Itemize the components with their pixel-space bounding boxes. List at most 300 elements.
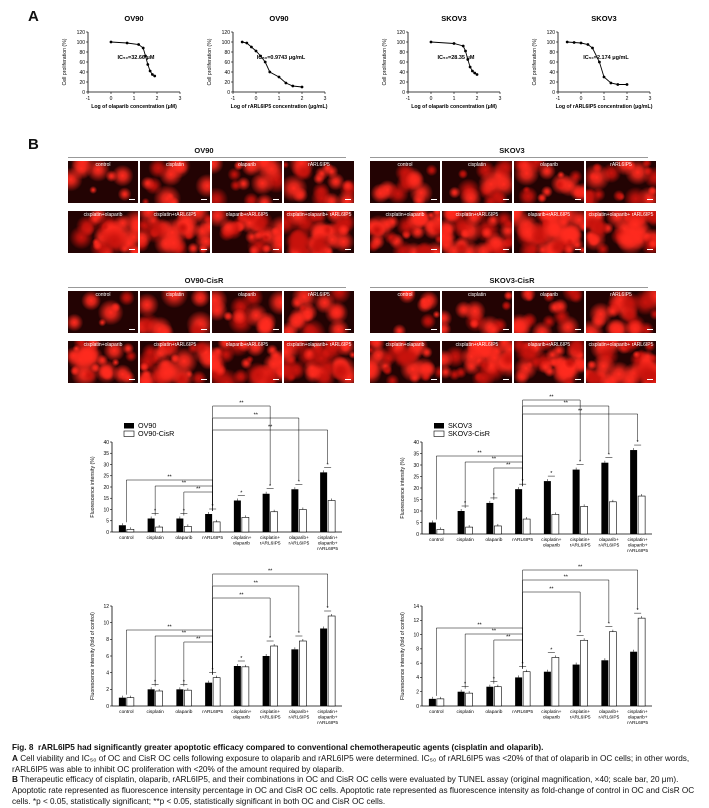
scale-bar [647, 199, 653, 201]
sig-mark-double: ** [239, 400, 244, 407]
y-tick-label: 40 [79, 69, 85, 76]
data-point [469, 66, 472, 69]
bar-series-2 [466, 527, 473, 534]
scale-bar [273, 249, 279, 251]
bar-series-1 [601, 660, 608, 706]
sig-mark-single: * [464, 501, 467, 507]
legend-label-2: OV90-CisR [138, 429, 175, 438]
x-tick-label: olaparib+ [288, 536, 309, 541]
micrograph-label: cisplatin [165, 292, 185, 298]
x-tick-label: 0 [109, 96, 113, 102]
bar-series-1 [573, 470, 580, 534]
micrograph-tile [212, 161, 282, 203]
data-point [137, 43, 140, 46]
y-tick-label: 20 [224, 79, 230, 86]
micrograph-label: cisplatin [165, 162, 185, 168]
x-tick-label: olaparib+ [317, 541, 338, 547]
bar-series-1 [234, 666, 241, 706]
sig-mark-double: ** [253, 412, 258, 419]
bar-series-2 [523, 519, 530, 534]
y-tick-label: 2 [416, 689, 419, 696]
y-tick-label: 4 [106, 670, 109, 677]
sig-mark-double: ** [196, 486, 201, 493]
x-tick-label: cisplatin+ [627, 538, 648, 543]
y-tick-label: 35 [103, 451, 109, 458]
data-point [587, 43, 590, 46]
y-tick-label: 8 [416, 646, 419, 653]
micrograph-tile [140, 341, 210, 383]
sig-mark-single: * [211, 504, 214, 510]
micrograph-label: cisplatin [467, 162, 487, 168]
micrograph-tile [370, 341, 440, 383]
y-tick-label: 120 [546, 29, 555, 36]
data-point [142, 47, 145, 50]
figure-caption [12, 743, 697, 808]
sig-mark-single: * [154, 679, 157, 686]
x-tick-label: rARL6IP5 [259, 541, 281, 547]
y-tick-label: 100 [546, 39, 555, 46]
micrograph-tile [284, 341, 354, 383]
bar-series-2 [494, 526, 501, 534]
x-tick-label: olaparib+ [288, 710, 309, 715]
scale-bar [647, 249, 653, 251]
bar-chart-skov3-fold [370, 564, 670, 734]
y-tick-label: 40 [224, 69, 230, 76]
legend-label-1: OV90 [138, 421, 157, 430]
data-point [473, 72, 476, 75]
scale-bar [503, 379, 509, 381]
legend-swatch-1 [434, 423, 444, 429]
dose-title: OV90 [269, 14, 289, 23]
bar-series-1 [515, 677, 522, 706]
y-tick-label: 0 [416, 531, 419, 538]
micrograph-label: cisplatin+olaparib+ rARL6IP5 [588, 342, 654, 348]
comparison-bracket [494, 640, 523, 684]
sig-mark-single: * [269, 636, 272, 642]
x-tick-label: rARL6IP5 [317, 547, 339, 552]
micrograph-tile [140, 211, 210, 253]
bar-series-1 [148, 689, 155, 706]
sig-mark-double: ** [563, 574, 568, 581]
scale-bar [129, 199, 135, 201]
micrograph-tile [586, 161, 656, 203]
dose-title: SKOV3 [441, 14, 467, 23]
y-tick-label: 0 [227, 89, 230, 96]
y-tick-label: 12 [103, 603, 109, 610]
y-tick-label: 14 [413, 603, 419, 610]
micro-row-ov90-cisr-top [68, 291, 354, 333]
x-tick-label: 0 [429, 96, 433, 102]
y-tick-label: 25 [413, 474, 419, 481]
data-point [430, 41, 433, 44]
y-tick-label: 100 [76, 39, 85, 46]
micrograph-label: cisplatin+olaparib [83, 342, 123, 348]
x-tick-label: cisplatin [456, 538, 474, 543]
bar-series-2 [328, 501, 335, 533]
x-tick-label: -1 [85, 96, 91, 102]
sig-mark-single: * [607, 621, 610, 628]
scale-bar [647, 329, 653, 331]
micro-title-skov3-cisr: SKOV3-CisR [489, 276, 535, 285]
micro-row-skov3-cisr-top [370, 291, 656, 333]
dose-chart-skov3-olaparib [378, 12, 508, 124]
y-tick-label: 10 [413, 632, 419, 639]
x-tick-label: olaparib+ [598, 538, 619, 543]
bar-series-1 [429, 699, 436, 706]
bar-series-2 [581, 640, 588, 706]
x-tick-label: cisplatin [456, 710, 474, 715]
y-axis-label: Cell proliferation (%) [532, 38, 538, 86]
micrograph-label: cisplatin+rARL6IP5 [153, 342, 197, 348]
panel-a-label: A [28, 8, 39, 25]
micrograph-tile [68, 161, 138, 203]
data-point [153, 75, 156, 78]
x-tick-label: 0 [254, 96, 258, 102]
y-tick-label: 5 [416, 520, 419, 527]
y-axis-label: Cell proliferation (%) [62, 38, 68, 86]
x-tick-label: olaparib+ [317, 715, 338, 721]
data-point [278, 76, 281, 79]
micrograph-label: control [95, 292, 111, 298]
data-point [580, 42, 583, 45]
bar-series-2 [437, 529, 444, 534]
y-axis-label: Fluorescence intensity (fold of control) [400, 612, 406, 700]
dose-chart-skov3-rarl6ip5 [528, 12, 658, 124]
y-tick-label: 80 [79, 49, 85, 56]
bar-series-2 [609, 632, 616, 706]
caption-fig: Fig. 8 [12, 743, 34, 752]
sig-mark-double: ** [506, 634, 511, 641]
sig-mark-double: ** [253, 580, 258, 587]
comparison-bracket [523, 580, 609, 669]
y-tick-label: 0 [106, 529, 109, 536]
y-tick-label: 100 [221, 39, 230, 46]
micrograph-label: rARL6IP5 [610, 292, 632, 298]
bar-series-1 [119, 525, 126, 532]
y-tick-label: 4 [416, 675, 419, 682]
x-tick-label: control [429, 538, 444, 543]
x-tick-label: cisplatin+ [627, 710, 648, 715]
sig-mark-double: ** [491, 628, 497, 635]
data-point [241, 41, 244, 44]
micrograph-tile [514, 291, 584, 333]
bar-series-2 [156, 527, 163, 532]
sig-mark-single: * [492, 492, 495, 499]
x-tick-label: 3 [178, 96, 182, 102]
bar-series-1 [263, 656, 270, 706]
micro-row-skov3-top [370, 161, 656, 203]
x-tick-label: olaparib [485, 710, 503, 715]
micrograph-label: cisplatin+olaparib+ rARL6IP5 [286, 212, 352, 218]
bar-series-1 [176, 689, 183, 706]
ic50-annotation: IC₅₀=0.9743 μg/mL [256, 55, 306, 61]
sig-mark-double: ** [477, 622, 482, 629]
bar-series-2 [299, 510, 306, 533]
y-tick-label: 0 [416, 703, 419, 710]
x-axis-label: Log of olaparib concentration (μM) [91, 104, 177, 110]
bar-series-2 [213, 522, 220, 532]
x-tick-label: cisplatin [146, 536, 164, 541]
x-tick-label: cisplatin+ [260, 536, 281, 541]
scale-bar [345, 249, 351, 251]
scale-bar [575, 199, 581, 201]
sig-mark-double: ** [563, 400, 568, 407]
bar-series-1 [486, 503, 493, 534]
x-tick-label: olaparib+ [627, 543, 648, 549]
sig-mark-double: ** [267, 424, 273, 431]
data-point [464, 50, 467, 53]
micrograph-tile [514, 211, 584, 253]
y-tick-label: 20 [79, 79, 85, 86]
bar-series-2 [437, 699, 444, 706]
x-tick-label: rARL6IP5 [512, 538, 534, 543]
bar-series-2 [127, 698, 134, 706]
x-axis-label: Log of rARL6IP5 concentration (μg/mL) [555, 104, 653, 110]
y-tick-label: 120 [76, 29, 85, 36]
y-tick-label: 20 [549, 79, 555, 86]
micrograph-tile [370, 161, 440, 203]
bar-series-1 [544, 672, 551, 706]
bar-series-2 [213, 678, 220, 706]
y-tick-label: 10 [103, 620, 109, 627]
data-point [462, 45, 465, 48]
y-tick-label: 60 [399, 59, 405, 66]
bar-series-2 [184, 690, 191, 706]
dose-chart-ov90-olaparib [58, 12, 188, 124]
data-point [285, 82, 288, 85]
y-tick-label: 80 [399, 49, 405, 56]
y-tick-label: 15 [103, 496, 109, 503]
data-point [268, 71, 271, 74]
scale-bar [129, 249, 135, 251]
x-tick-label: rARL6IP5 [598, 715, 620, 721]
scale-bar [503, 199, 509, 201]
y-tick-label: 60 [224, 59, 230, 66]
x-axis-label: Log of olaparib concentration (μM) [411, 104, 497, 110]
micro-row-ov90-cisr-bottom [68, 341, 354, 383]
scale-bar [273, 379, 279, 381]
sig-mark-single: * [550, 471, 553, 478]
micrograph-label: rARL6IP5 [308, 162, 330, 168]
scale-bar [431, 379, 437, 381]
micrograph-tile [586, 211, 656, 253]
dose-title: SKOV3 [591, 14, 617, 23]
data-point [591, 47, 594, 50]
bar-chart-skov3-percent [370, 394, 670, 554]
bar-series-1 [148, 519, 155, 533]
x-tick-label: 2 [625, 96, 629, 102]
bar-series-1 [429, 523, 436, 535]
sig-mark-single: * [211, 667, 214, 674]
micrograph-label: control [397, 162, 413, 168]
scale-bar [503, 329, 509, 331]
sig-mark-single: * [550, 647, 553, 654]
x-tick-label: 1 [452, 96, 456, 102]
sig-mark-double: ** [549, 394, 554, 401]
scale-bar [273, 329, 279, 331]
ic50-annotation: IC₅₀=32.66 μM [117, 55, 155, 61]
x-tick-label: rARL6IP5 [569, 715, 591, 721]
micro-row-ov90-bottom [68, 211, 354, 253]
y-tick-label: 0 [552, 89, 555, 96]
comparison-bracket [184, 642, 213, 686]
y-tick-label: 10 [103, 507, 109, 514]
y-axis-label: Fluorescence intensity (%) [90, 456, 96, 518]
legend-label-1: SKOV3 [448, 421, 472, 430]
x-tick-label: 2 [300, 96, 304, 102]
micrograph-tile [68, 211, 138, 253]
y-tick-label: 2 [106, 687, 109, 694]
bar-series-2 [552, 657, 559, 706]
x-tick-label: rARL6IP5 [288, 541, 310, 547]
bar-series-2 [127, 529, 134, 532]
bar-series-2 [609, 502, 616, 534]
bar-series-2 [242, 517, 249, 532]
data-point [566, 41, 569, 44]
scale-bar [575, 249, 581, 251]
data-point [126, 42, 129, 45]
scale-bar [129, 329, 135, 331]
scale-bar [345, 199, 351, 201]
x-tick-label: rARL6IP5 [259, 715, 281, 721]
micrograph-tile [514, 161, 584, 203]
micrograph-label: cisplatin+olaparib [385, 342, 425, 348]
x-tick-label: olaparib [175, 536, 193, 541]
micrograph-label: olaparib+rARL6IP5 [527, 212, 571, 218]
y-tick-label: 12 [413, 618, 419, 625]
bar-series-1 [601, 463, 608, 534]
micrograph-label: control [95, 162, 111, 168]
x-tick-label: rARL6IP5 [288, 715, 310, 721]
micrograph-tile [586, 291, 656, 333]
comparison-bracket [213, 598, 271, 675]
micrograph-tile [68, 291, 138, 333]
y-tick-label: 30 [413, 462, 419, 469]
y-tick-label: 80 [224, 49, 230, 56]
micro-title-ov90-cisr: OV90-CisR [184, 276, 224, 285]
x-tick-label: olaparib [175, 710, 193, 715]
data-point [453, 42, 456, 45]
sig-mark-double: ** [549, 586, 554, 593]
micrograph-tile [284, 161, 354, 203]
bar-series-1 [573, 665, 580, 706]
bar-series-2 [466, 693, 473, 706]
x-tick-label: -1 [555, 96, 561, 102]
micrograph-label: olaparib+rARL6IP5 [225, 342, 269, 348]
sig-mark-single: * [579, 630, 582, 637]
micrograph-label: cisplatin+olaparib [83, 212, 123, 218]
micrograph-label: rARL6IP5 [610, 162, 632, 168]
bar-series-2 [638, 618, 645, 706]
micrograph-tile [370, 211, 440, 253]
y-tick-label: 0 [106, 703, 109, 710]
x-tick-label: rARL6IP5 [627, 549, 649, 554]
comparison-bracket [213, 586, 299, 675]
micro-title-skov3: SKOV3 [499, 146, 525, 155]
micro-row-skov3-cisr-bottom [370, 341, 656, 383]
sig-mark-single: * [182, 508, 185, 515]
sig-mark-double: ** [577, 564, 583, 571]
bar-series-1 [458, 511, 465, 534]
x-tick-label: 0 [579, 96, 583, 102]
y-tick-label: 0 [82, 89, 85, 96]
y-tick-label: 30 [103, 462, 109, 469]
scale-bar [431, 329, 437, 331]
micrograph-tile [442, 161, 512, 203]
y-axis-label: Fluorescence intensity (fold of control) [90, 612, 96, 700]
micrograph-label: cisplatin+rARL6IP5 [455, 212, 499, 218]
sig-mark-single: * [326, 606, 329, 612]
micrograph-label: cisplatin+olaparib+ rARL6IP5 [588, 212, 654, 218]
x-tick-label: rARL6IP5 [202, 536, 224, 541]
micrograph-tile [442, 211, 512, 253]
y-tick-label: 5 [106, 518, 109, 525]
y-tick-label: 120 [221, 29, 230, 36]
micrograph-tile [140, 291, 210, 333]
data-point [626, 83, 629, 86]
bar-series-1 [630, 450, 637, 534]
sig-mark-single: * [240, 656, 243, 662]
y-tick-label: 100 [396, 39, 405, 46]
x-tick-label: cisplatin+ [231, 536, 252, 541]
comparison-bracket [213, 418, 299, 511]
x-tick-label: cisplatin+ [317, 536, 338, 541]
micrograph-tile [284, 291, 354, 333]
sig-mark-single: * [521, 661, 524, 668]
micrograph-tile [442, 291, 512, 333]
sig-mark-double: ** [181, 480, 187, 487]
x-tick-label: olaparib [542, 715, 560, 721]
sig-mark-double: ** [506, 462, 511, 469]
micrograph-tile [370, 291, 440, 333]
x-tick-label: cisplatin+ [570, 710, 591, 715]
sig-mark-single: * [464, 681, 467, 688]
bar-series-1 [176, 519, 183, 533]
caption-b-letter: B [12, 775, 18, 785]
bar-series-1 [320, 472, 327, 532]
micrograph-label: rARL6IP5 [308, 292, 330, 298]
legend-swatch-1 [124, 423, 134, 429]
micrograph-tile [586, 341, 656, 383]
sig-mark-single: * [636, 608, 639, 615]
scale-bar [647, 379, 653, 381]
comparison-bracket [184, 492, 213, 516]
scale-bar [575, 379, 581, 381]
y-tick-label: 0 [402, 89, 405, 96]
micrograph-label: cisplatin+olaparib [385, 212, 425, 218]
data-point [616, 83, 619, 86]
data-point [471, 70, 474, 73]
x-tick-label: -1 [230, 96, 236, 102]
bar-series-2 [299, 641, 306, 706]
micro-row-skov3-bottom [370, 211, 656, 253]
x-tick-label: control [119, 536, 134, 541]
x-tick-label: 2 [475, 96, 479, 102]
sig-mark-single: * [521, 479, 524, 486]
x-tick-label: rARL6IP5 [598, 543, 620, 549]
y-tick-label: 25 [103, 473, 109, 480]
x-tick-label: rARL6IP5 [512, 710, 534, 715]
x-tick-label: rARL6IP5 [317, 721, 339, 726]
y-tick-label: 120 [396, 29, 405, 36]
micrograph-tile [442, 341, 512, 383]
bar-series-1 [291, 649, 298, 706]
micrograph-tile [284, 211, 354, 253]
x-tick-label: olaparib+ [627, 715, 648, 721]
bar-series-1 [291, 489, 298, 532]
bar-series-1 [458, 692, 465, 706]
micrograph-tile [212, 291, 282, 333]
